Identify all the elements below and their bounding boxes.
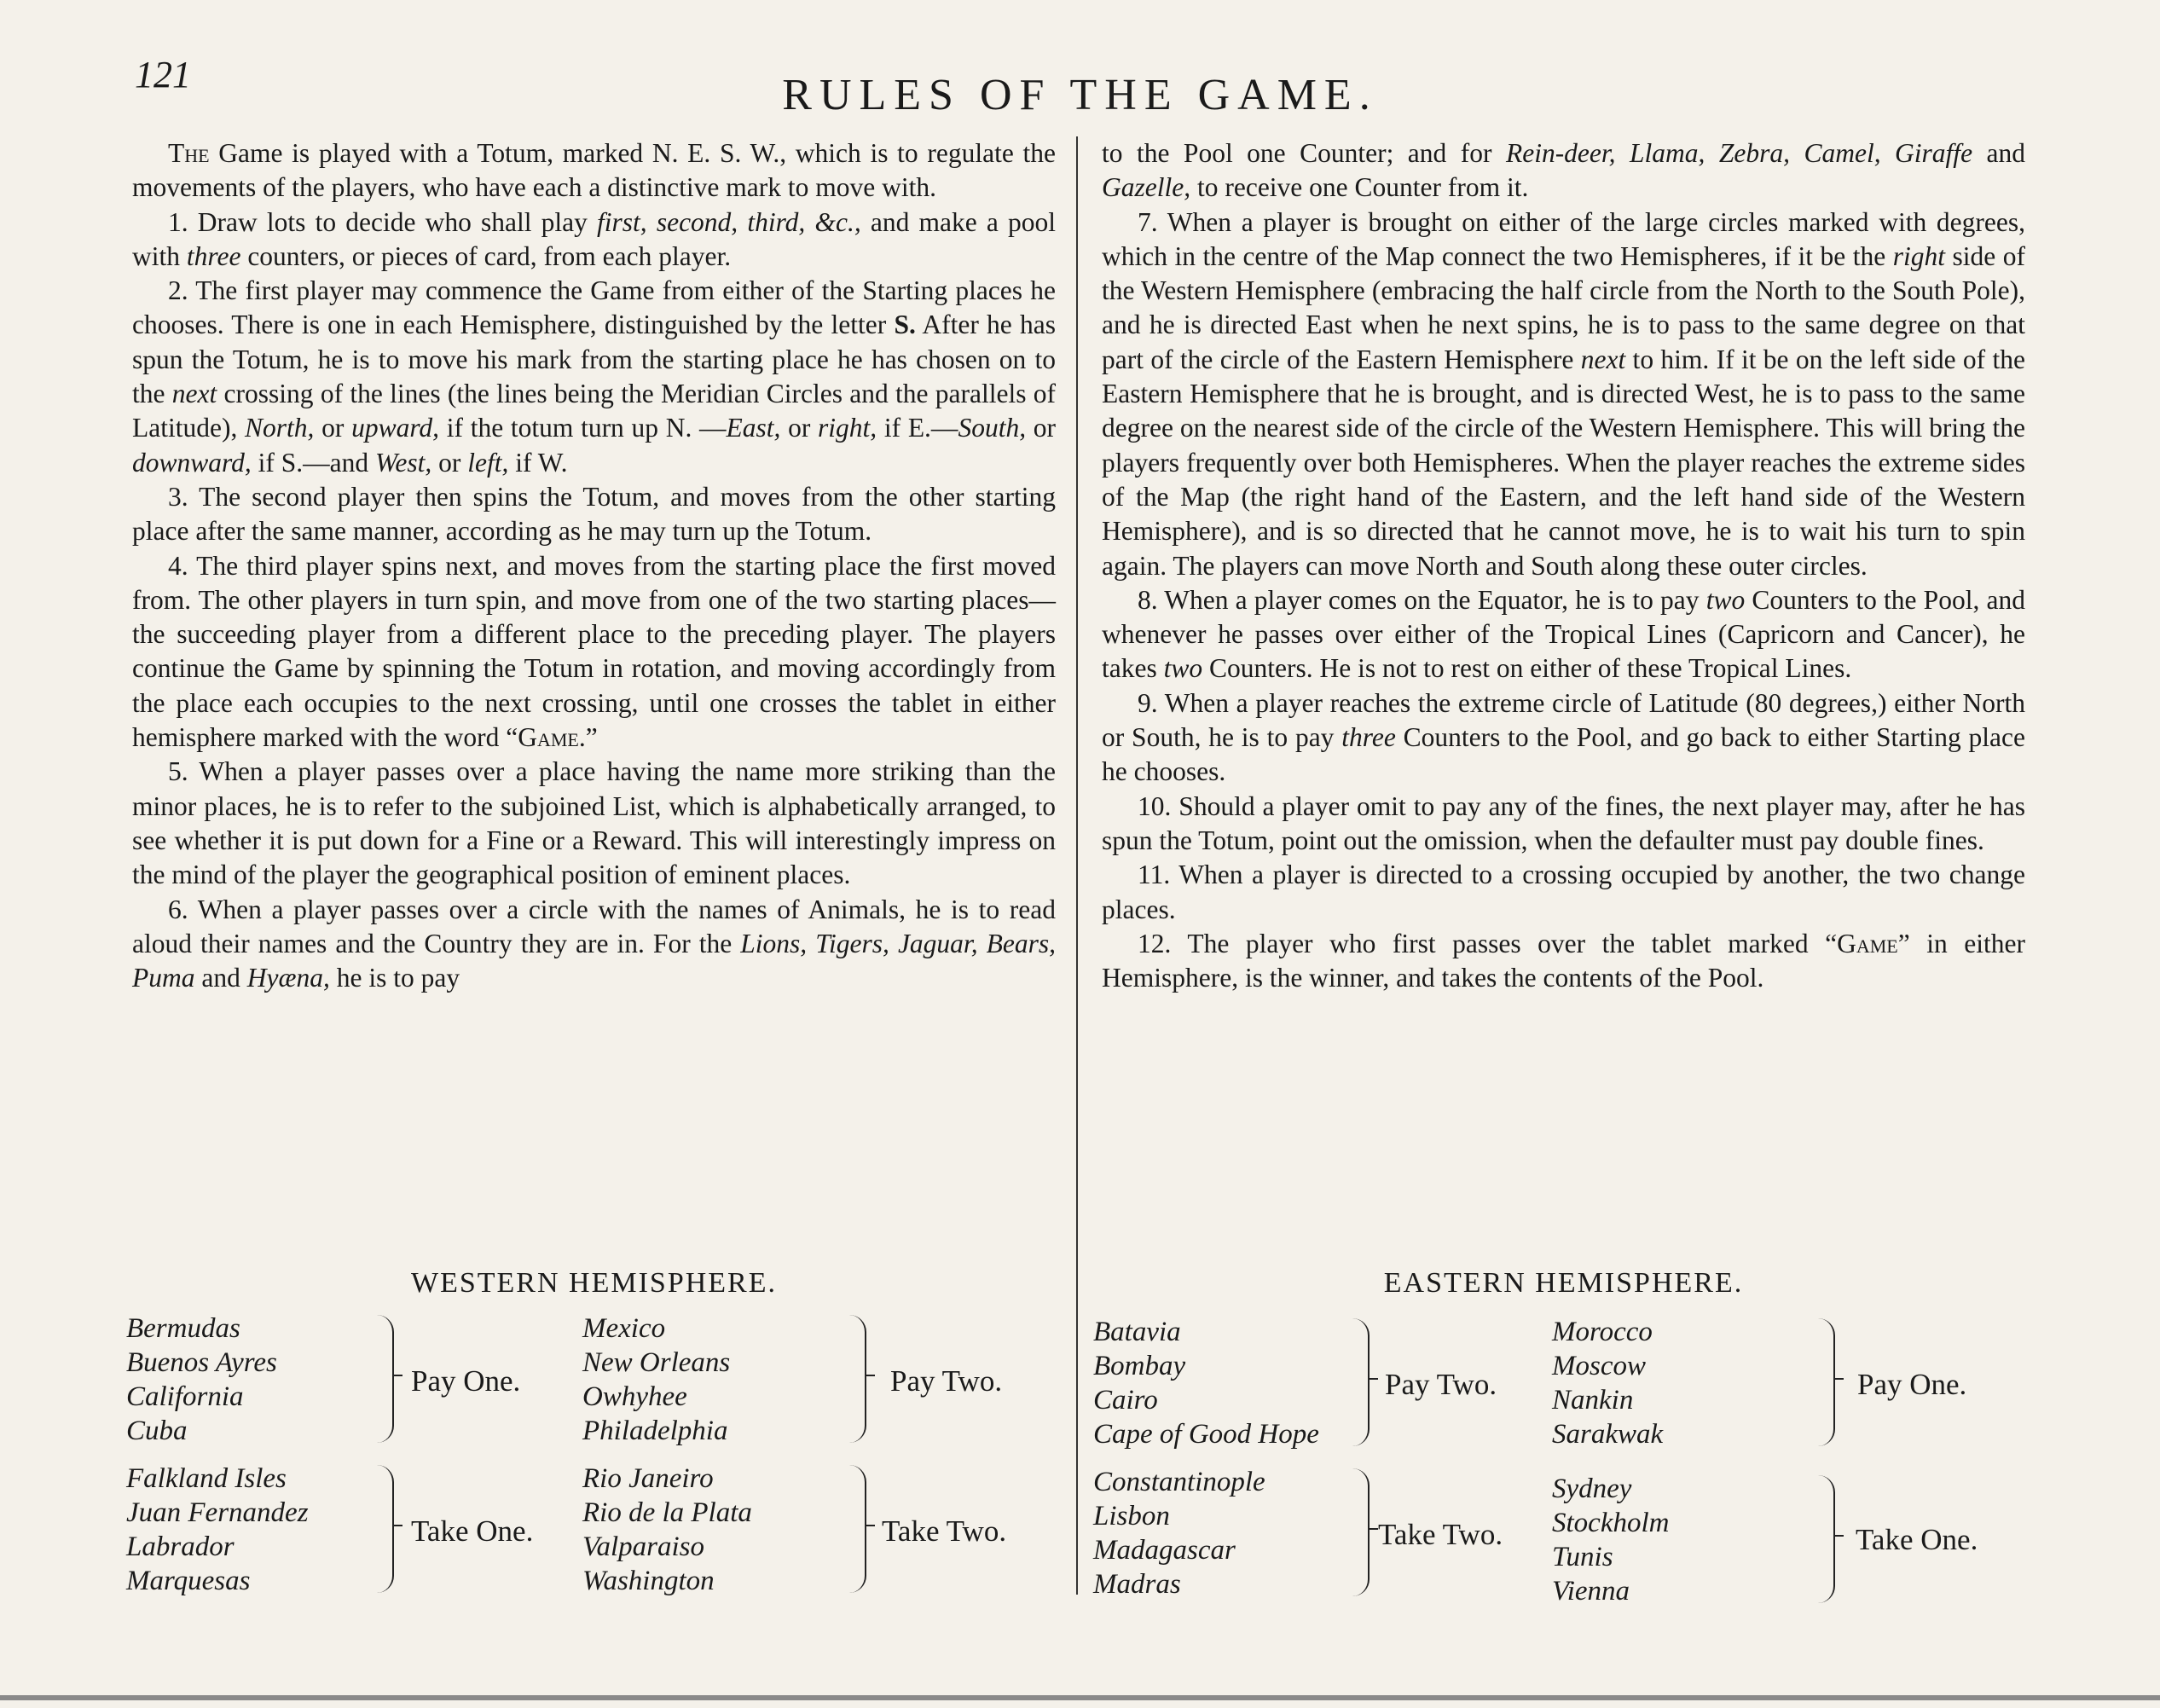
brace	[1818, 1318, 1835, 1446]
place-name: Cape of Good Hope	[1093, 1419, 1319, 1450]
rule-12: 12. The player who first passes over the tablet marked “Game” in either Hemisphere, is the winner, and takes the contents of the Pool.	[1102, 928, 2025, 993]
place-name: Sydney	[1552, 1474, 1632, 1504]
rules-column-left	[132, 136, 1056, 995]
place-name: Nankin	[1552, 1385, 1634, 1416]
place-name: Juan Fernandez	[126, 1497, 309, 1528]
place-name: Owhyhee	[582, 1381, 687, 1412]
east-group-4-action: Take One.	[1856, 1523, 1978, 1556]
west-group-1-places	[126, 1311, 277, 1448]
place-name: Cuba	[126, 1416, 188, 1446]
page-number: 121	[135, 54, 191, 96]
page-title: RULES OF THE GAME.	[782, 71, 1378, 119]
place-name: Madras	[1093, 1569, 1181, 1600]
rule-9: 9. When a player reaches the extreme circle of Latitude (80 degrees,) either North or South, he is to pay three Counters to the Pool, and go back to either Starting place he chooses.	[1102, 687, 2025, 787]
brace	[849, 1315, 866, 1443]
west-group-1-action: Pay One.	[411, 1364, 521, 1398]
east-group-1-action: Pay Two.	[1385, 1368, 1497, 1401]
brace	[1818, 1475, 1835, 1603]
place-name: Moscow	[1552, 1351, 1646, 1381]
east-group-3-places	[1093, 1465, 1265, 1601]
rule-1: 1. Draw lots to decide who shall play first, second, third, &c., and make a pool with three counters, or pieces of card, from each player.	[132, 206, 1057, 271]
place-name: Cairo	[1093, 1385, 1158, 1416]
west-group-3-places	[126, 1462, 309, 1598]
place-name: California	[126, 1381, 244, 1412]
west-group-4-action: Take Two.	[882, 1514, 1007, 1548]
place-name: Rio Janeiro	[582, 1463, 714, 1494]
west-group-3-action: Take One.	[411, 1514, 534, 1548]
east-group-4-places	[1552, 1472, 1669, 1608]
place-name: Constantinople	[1093, 1467, 1265, 1497]
rule-3: 3. The second player then spins the Totum, and moves from the other starting place after the same manner, according as he may turn up the Totum.	[132, 481, 1056, 547]
rule-2: 2. The first player may commence the Game from either of the Starting places he chooses. There is one in each Hemisphere, distinguished by the letter S. After he has spun the Totum, he is to move his mark from the starting place he has chosen on to the next crossing of the lines (the lines being the Meridian Circles and the parallels of Latitude), North, or upward, if the totum turn up N. —East, or right, if E.—South, or downward, if S.—and West, or left, if W.	[132, 275, 1057, 478]
place-name: Stockholm	[1552, 1508, 1670, 1538]
rule-7: 7. When a player is brought on either of the large circles marked with degrees, which in the centre of the Map connect the two Hemispheres, if it be the right side of the Western Hemisphere (embracing the half circle from the North to the South Pole), and he is directed East when he next spins, he is to pass to the same degree on that part of the circle of the Eastern Hemisphere next to him. If it be on the left side of the Eastern Hemisphere that he is brought, and is directed West, he is to pass to the same degree on the nearest side of the circle of the Western Hemisphere. This will bring the players frequently over both Hemispheres. When the player reaches the extreme sides of the Map (the right hand of the Eastern, and the left hand side of the Western Hemisphere), and is so directed that he cannot move, he is to wait his turn to spin again. The players can move North and South along these outer circles.	[1102, 206, 2026, 581]
place-name: Bombay	[1093, 1351, 1186, 1381]
rule-11: 11. When a player is directed to a crossing occupied by another, the two change places.	[1102, 860, 2025, 924]
rule-5: 5. When a player passes over a place having the name more striking than the minor places, he is to refer to the subjoined List, which is alphabetically arranged, to see whether it is put down for a Fine or a Reward. This will interestingly impress on the mind of the player the geographical position of eminent places.	[132, 756, 1056, 890]
eastern-hemisphere-title: EASTERN HEMISPHERE.	[1383, 1267, 1744, 1299]
east-group-2-action: Pay One.	[1857, 1368, 1967, 1401]
place-name: Madagascar	[1093, 1535, 1236, 1566]
rules-intro: The Game is played with a Totum, marked N. E. S. W., which is to regulate the movements of the players, who have each a distinctive mark to move with.	[132, 138, 1056, 203]
page-edge	[0, 1695, 2160, 1700]
east-group-2-places	[1552, 1315, 1663, 1451]
rule-6-continued: to the Pool one Counter; and for Rein-deer, Llama, Zebra, Camel, Giraffe and Gazelle, to receive one Counter from it.	[1102, 138, 2025, 203]
western-hemisphere-title: WESTERN HEMISPHERE.	[411, 1267, 777, 1299]
brace	[849, 1465, 866, 1593]
place-name: Philadelphia	[582, 1416, 728, 1446]
place-name: Sarakwak	[1552, 1419, 1664, 1450]
place-name: Valparaiso	[582, 1531, 705, 1562]
east-group-3-action: Take Two.	[1378, 1518, 1503, 1551]
place-name: Mexico	[582, 1313, 666, 1344]
place-name: Rio de la Plata	[582, 1497, 752, 1528]
column-divider	[1076, 136, 1078, 1595]
west-group-2-places	[582, 1311, 730, 1448]
brace	[377, 1465, 394, 1593]
place-name: Buenos Ayres	[126, 1347, 277, 1378]
place-name: Vienna	[1552, 1576, 1630, 1607]
place-name: Labrador	[126, 1531, 235, 1562]
place-name: New Orleans	[582, 1347, 731, 1378]
rule-10: 10. Should a player omit to pay any of the fines, the next player may, after he has spun the Totum, point out the omission, when the defaulter must pay double fines.	[1102, 790, 2025, 855]
place-name: Bermudas	[126, 1313, 240, 1344]
brace	[1352, 1468, 1370, 1596]
place-name: Lisbon	[1093, 1501, 1170, 1531]
place-name: Batavia	[1093, 1317, 1181, 1347]
rule-6: 6. When a player passes over a circle with the names of Animals, he is to read aloud their names and the Country they are in. For the Lions, Tigers, Jaguar, Bears, Puma and Hyæna, he is to pay	[132, 894, 1056, 993]
place-name: Falkland Isles	[126, 1463, 287, 1494]
rules-column-right	[1102, 136, 2025, 995]
place-name: Morocco	[1552, 1317, 1653, 1347]
rule-4: 4. The third player spins next, and moves from the starting place the first moved from. The other players in turn spin, and move from one of the two starting places—the succeeding player from a different place to the preceding player. The players continue the Game by spinning the Totum in rotation, and moving accordingly from the place each occupies to the next crossing, until one crosses the tablet in either hemisphere marked with the word “Game.”	[132, 550, 1056, 753]
place-name: Marquesas	[126, 1566, 251, 1596]
place-name: Washington	[582, 1566, 715, 1596]
place-name: Tunis	[1552, 1542, 1613, 1572]
rule-8: 8. When a player comes on the Equator, he is to pay two Counters to the Pool, and whenever he passes over either of the Tropical Lines (Capricorn and Cancer), he takes two Counters. He is not to rest on either of these Tropical Lines.	[1102, 584, 2025, 684]
east-group-1-places	[1093, 1315, 1319, 1451]
west-group-2-action: Pay Two.	[890, 1364, 1003, 1398]
west-group-4-places	[582, 1462, 752, 1598]
brace	[377, 1315, 394, 1443]
brace	[1352, 1318, 1370, 1446]
